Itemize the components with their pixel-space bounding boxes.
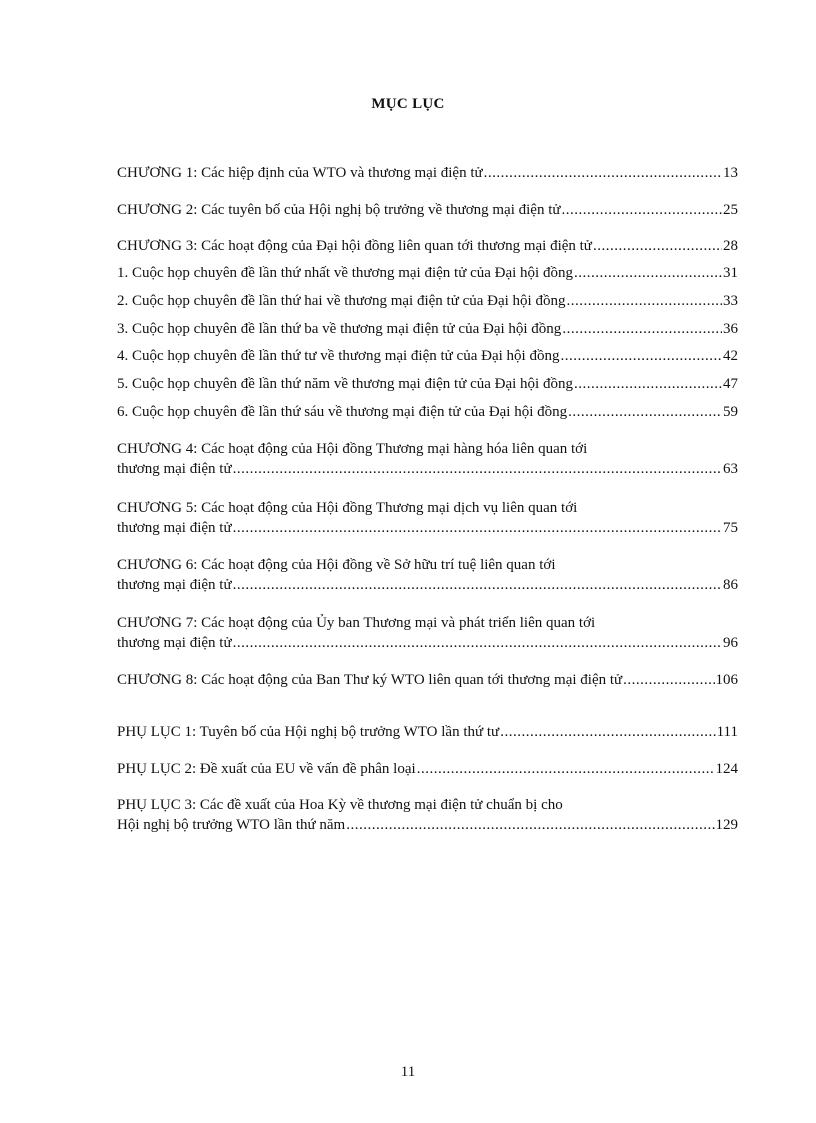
toc-entry-section-2[interactable] — [117, 291, 738, 311]
dot-leader — [593, 236, 722, 256]
dot-leader — [560, 346, 722, 366]
toc-entry-appendix-3[interactable] — [117, 795, 738, 835]
toc-entry-title: PHỤ LỤC 3: Các đề xuất của Hoa Kỳ về thương mại điện tử chuẩn bị cho — [117, 797, 563, 813]
toc-entry-chapter-5[interactable] — [117, 498, 738, 538]
toc-entry-page: 86 — [723, 577, 738, 593]
toc-entry-page: 129 — [715, 817, 738, 833]
toc-entry-section-5[interactable] — [117, 374, 738, 394]
toc-entry-page: 42 — [723, 348, 738, 364]
toc-entry-section-3[interactable] — [117, 319, 738, 339]
toc-entry-chapter-6[interactable] — [117, 555, 738, 595]
toc-entry-section-6[interactable] — [117, 402, 738, 422]
toc-entry-text: CHƯƠNG 1: Các hiệp định của WTO và thương mại điện tử — [117, 165, 483, 181]
toc-entry-chapter-3[interactable] — [117, 236, 738, 256]
toc-entry-text: 2. Cuộc họp chuyên đề lần thứ hai về thương mại điện tử của Đại hội đồng — [117, 293, 566, 309]
toc-entry-text: 6. Cuộc họp chuyên đề lần thứ sáu về thương mại điện tử của Đại hội đồng — [117, 404, 568, 420]
toc-entry-page: 124 — [715, 761, 738, 777]
toc-entry-text: 3. Cuộc họp chuyên đề lần thứ ba về thương mại điện tử của Đại hội đồng — [117, 321, 562, 337]
dot-leader — [566, 291, 722, 311]
dot-leader — [568, 402, 722, 422]
page-title: MỤC LỤC — [371, 96, 445, 112]
dot-leader — [233, 633, 722, 653]
toc-entry-page: 106 — [715, 672, 738, 688]
toc-entry-section-1[interactable] — [117, 263, 738, 283]
toc-entry-title: CHƯƠNG 7: Các hoạt động của Ủy ban Thương mại và phát triển liên quan tới — [117, 615, 596, 631]
dot-leader — [574, 263, 722, 283]
toc-entry-page: 59 — [723, 404, 738, 420]
toc-entry-chapter-4[interactable] — [117, 439, 738, 479]
toc-entry-page: 36 — [723, 321, 738, 337]
toc-entry-chapter-7[interactable] — [117, 613, 738, 653]
toc-entry-page: 75 — [723, 520, 738, 536]
toc-entry-chapter-2[interactable] — [117, 200, 738, 220]
dot-leader — [562, 200, 723, 220]
toc-entry-chapter-8[interactable] — [117, 670, 738, 690]
toc-entry-text: thương mại điện tử — [117, 577, 232, 593]
toc-entry-title: CHƯƠNG 4: Các hoạt động của Hội đồng Thương mại hàng hóa liên quan tới — [117, 441, 588, 457]
toc-entry-text: thương mại điện tử — [117, 520, 232, 536]
dot-leader — [484, 163, 722, 183]
toc-entry-section-4[interactable] — [117, 346, 738, 366]
dot-leader — [346, 815, 714, 835]
dot-leader — [233, 459, 722, 479]
toc-entry-text: CHƯƠNG 8: Các hoạt động của Ban Thư ký WTO liên quan tới thương mại điện tử — [117, 672, 623, 688]
footer-page-number: 11 — [400, 1064, 416, 1080]
toc-entry-page: 25 — [723, 202, 738, 218]
toc-entry-appendix-2[interactable] — [117, 759, 738, 779]
toc-entry-text: CHƯƠNG 3: Các hoạt động của Đại hội đồng liên quan tới thương mại điện tử — [117, 238, 592, 254]
toc-entry-chapter-1[interactable] — [117, 163, 738, 183]
toc-entry-text: 4. Cuộc họp chuyên đề lần thứ tư về thương mại điện tử của Đại hội đồng — [117, 348, 560, 364]
toc-entry-page: 47 — [723, 376, 738, 392]
toc-entry-text: 5. Cuộc họp chuyên đề lần thứ năm về thương mại điện tử của Đại hội đồng — [117, 376, 573, 392]
dot-leader — [623, 670, 714, 690]
toc-entry-text: 1. Cuộc họp chuyên đề lần thứ nhất về thương mại điện tử của Đại hội đồng — [117, 265, 573, 281]
dot-leader — [562, 319, 722, 339]
toc-entry-appendix-1[interactable] — [117, 722, 738, 742]
toc-entry-title: CHƯƠNG 5: Các hoạt động của Hội đồng Thương mại dịch vụ liên quan tới — [117, 500, 578, 516]
toc-entry-text: thương mại điện tử — [117, 635, 232, 651]
toc-entry-page: 96 — [723, 635, 738, 651]
dot-leader — [233, 575, 722, 595]
toc-entry-page: 28 — [723, 238, 738, 254]
toc-entry-page: 63 — [723, 461, 738, 477]
dot-leader — [574, 374, 722, 394]
toc-entry-page: 33 — [723, 293, 738, 309]
toc-entry-page: 111 — [716, 724, 738, 740]
toc-entry-page: 31 — [723, 265, 738, 281]
toc-entry-text: thương mại điện tử — [117, 461, 232, 477]
toc-entry-title: CHƯƠNG 6: Các hoạt động của Hội đồng về Sở hữu trí tuệ liên quan tới — [117, 557, 556, 573]
toc-entry-text: PHỤ LỤC 1: Tuyên bố của Hội nghị bộ trưởng WTO lần thứ tư — [117, 724, 500, 740]
dot-leader — [417, 759, 715, 779]
dot-leader — [500, 722, 715, 742]
toc-entry-text: CHƯƠNG 2: Các tuyên bố của Hội nghị bộ trưởng về thương mại điện tử — [117, 202, 561, 218]
toc-entry-page: 13 — [723, 165, 738, 181]
toc-entry-text: PHỤ LỤC 2: Đề xuất của EU về vấn đề phân loại — [117, 761, 416, 777]
toc-entry-text: Hội nghị bộ trưởng WTO lần thứ năm — [117, 817, 346, 833]
dot-leader — [233, 518, 722, 538]
